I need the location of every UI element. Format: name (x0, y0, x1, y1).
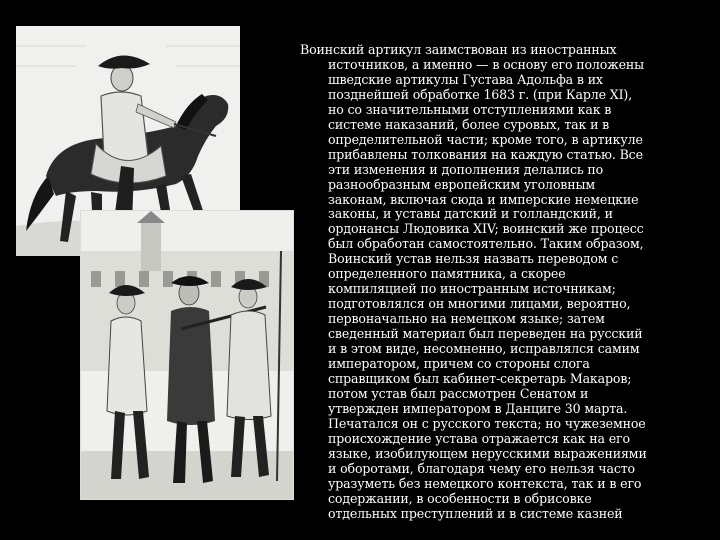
infantry-soldiers-drawing (81, 211, 293, 499)
body-text: Воинский артикул заимствован из иностранных источников, а именно — в основу его положены шведские артикулы Густава Адольфа в их позднейшей обработке 1683 г. (при Карле XI), но со значительными отступлениями как в системе наказаний, более суровых, так и в определительной части; кроме того, в артикуле прибавлены толкования на каждую статью. Все эти изменения и дополнения делались по разнообразным европейским уголовным законам, включая сюда и имперские немецкие законы, и уставы датский и голландский, и ордонансы Людовика XIV; воинский же процесс был обработан самостоятельно. Таким образом, Воинский устав нельзя назвать переводом с определенного памятника, а скорее компиляцией по иностранным источникам; подготовлялся он многими лицами, вероятно, первоначально на немецком языке; затем сведенный материал был переведен на русский и в этом виде, несомненно, исправлялся самим императором, причем со стороны слога справщиком был кабинет-секретарь Макаров; потом устав был рассмотрен Сенатом и утвержден императором в Данциге 30 марта. Печатался он с русского текста; но чужеземное происхождение устава отражается как на его языке, изобилующем нерусскими выражениями и оборотами, благодаря чему его нельзя часто уразуметь без немецкого контекста, так и в его содержании, в особенности в обрисовке отдельных преступлений и в системе казней (300, 42, 647, 521)
infantry-soldiers-engraving (80, 210, 294, 500)
